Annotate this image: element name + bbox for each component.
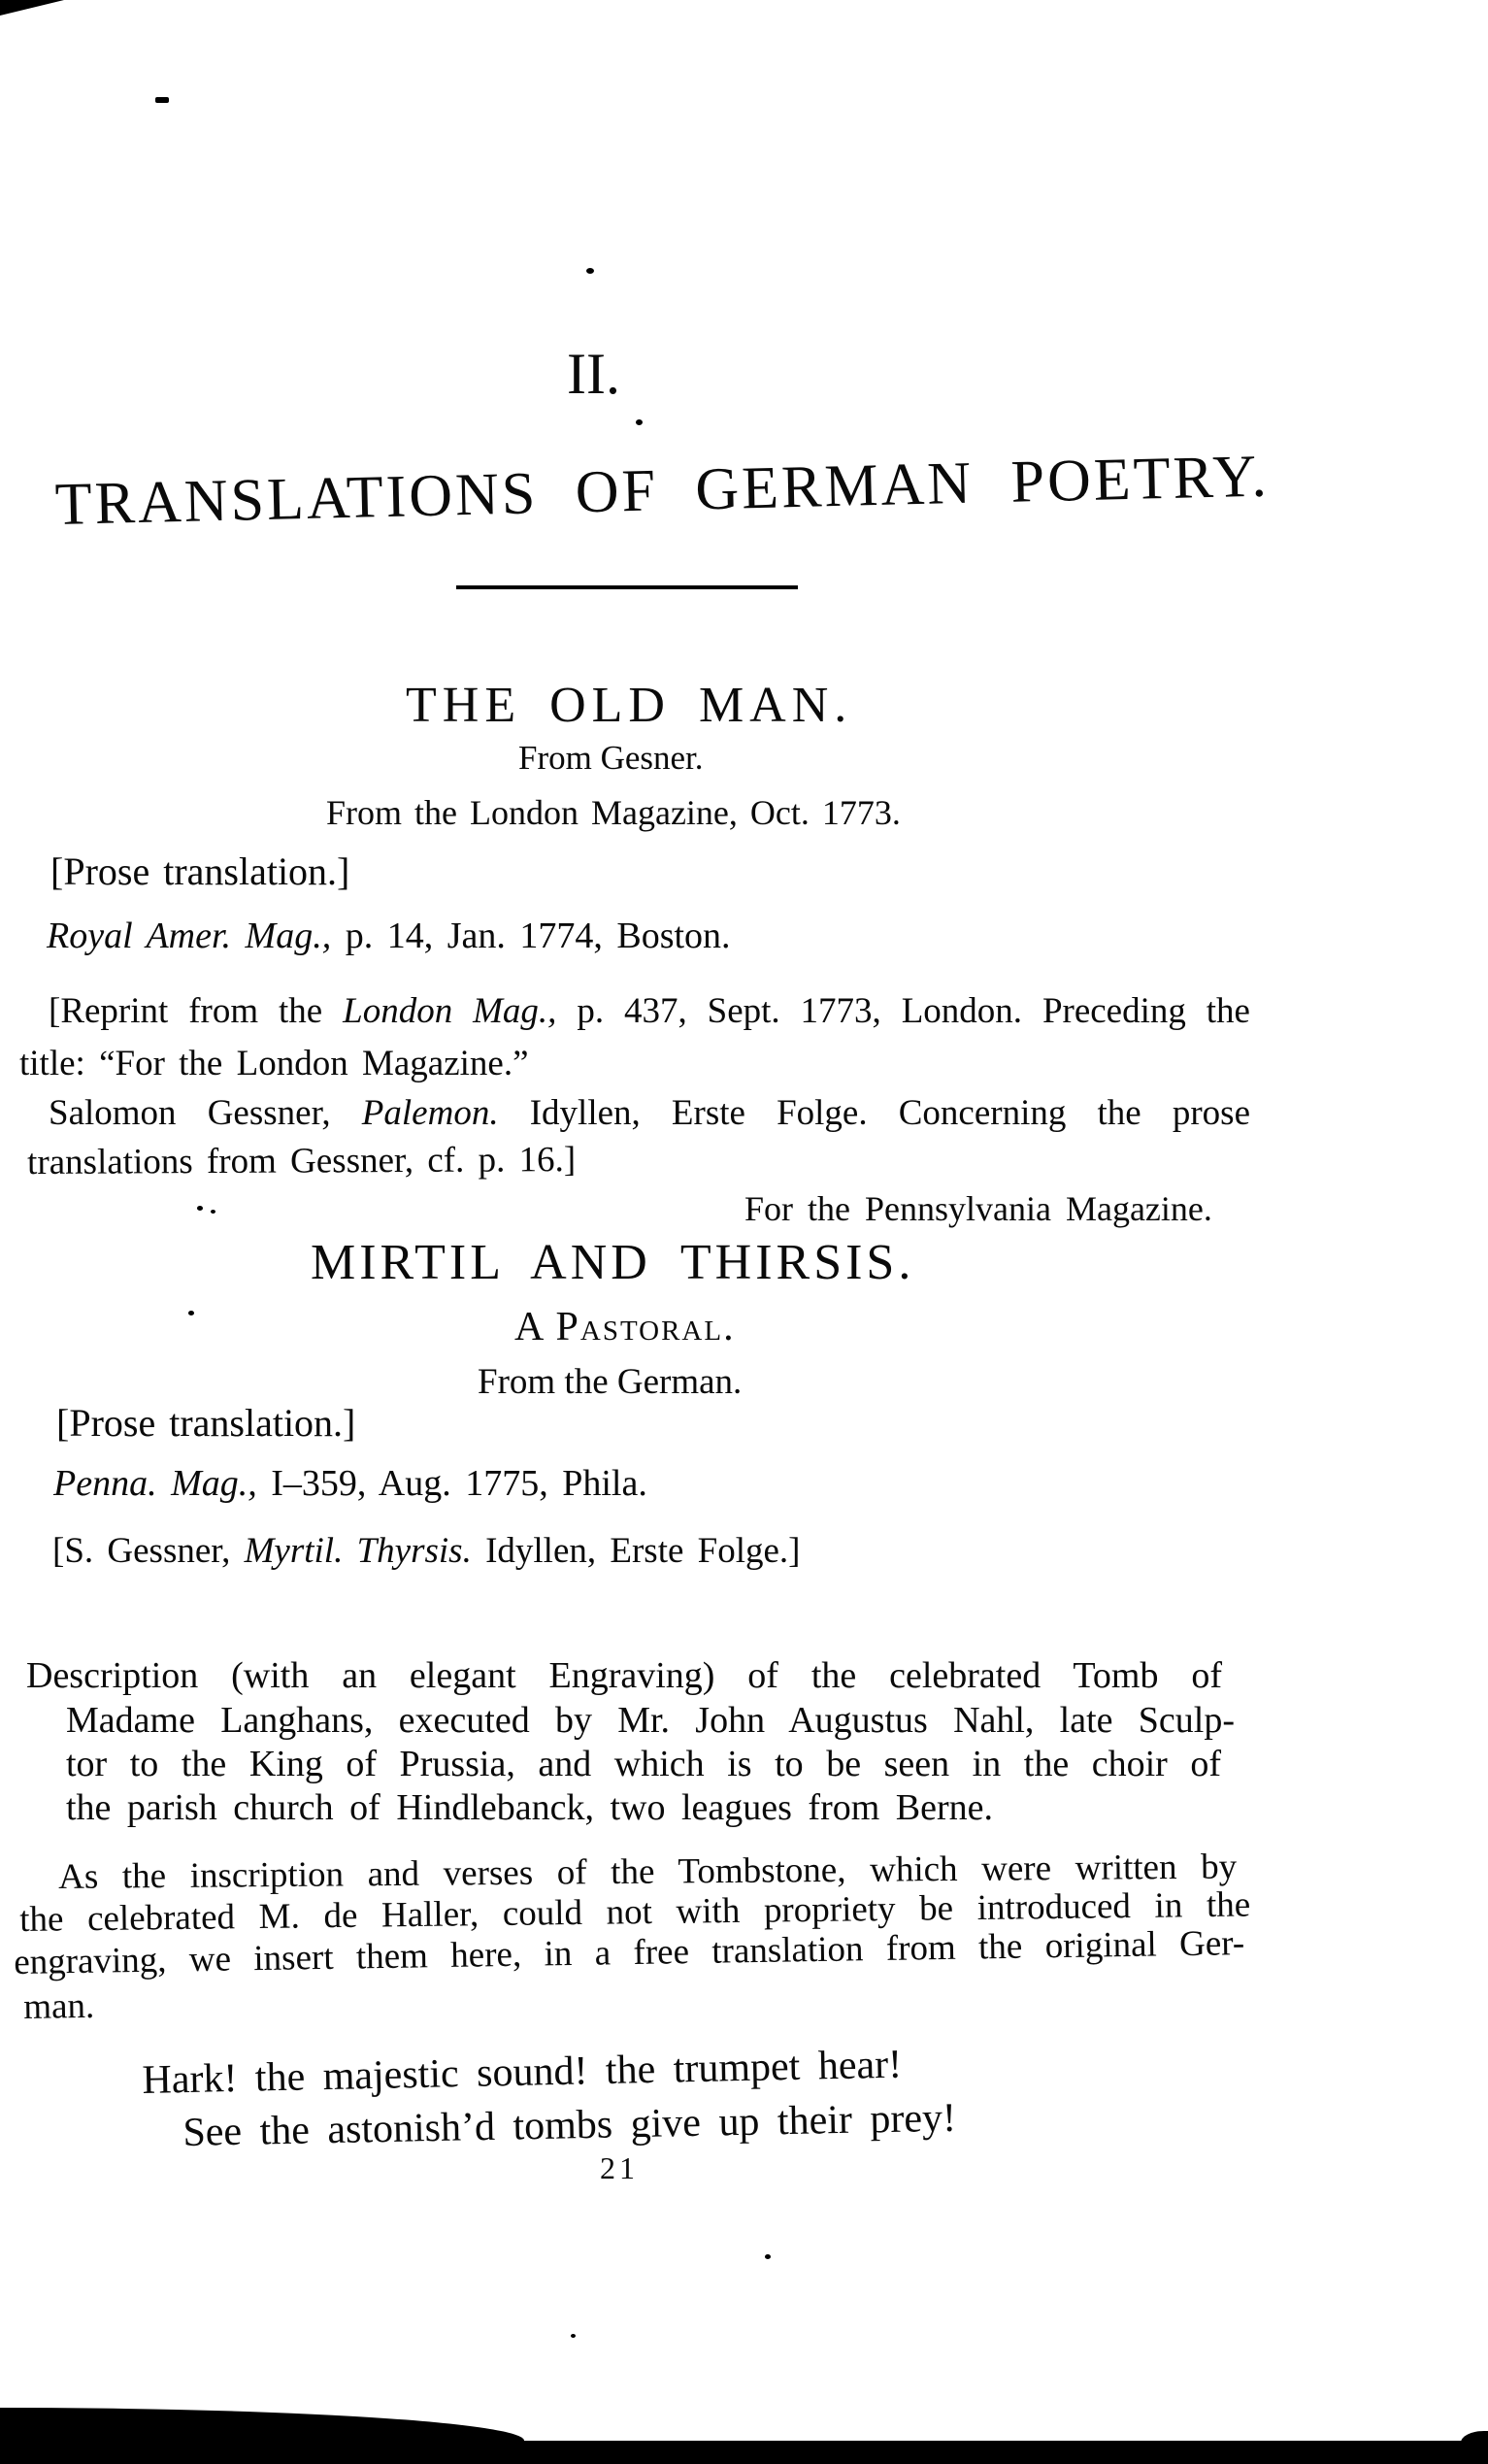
reprint-text: Salomon Gessner,: [49, 1093, 362, 1133]
inscription-paragraph-line: engraving, we insert them here, in a free translation from the original Ger-: [13, 1923, 1245, 1982]
poem-source-line: From the German.: [478, 1362, 743, 1402]
poem-source-line: From Gesner.: [518, 739, 704, 777]
poem-title-old-man: THE OLD MAN.: [406, 678, 853, 733]
reprint-text: [Reprint from the: [49, 991, 344, 1031]
inscription-paragraph-line: man.: [22, 1985, 95, 2027]
prose-translation-note: [Prose translation.]: [50, 849, 350, 893]
section-number: II.: [567, 342, 620, 406]
scan-speck: [636, 419, 643, 425]
inscription-paragraph-line: the celebrated M. de Haller, could not with propriety be introduced in the: [18, 1884, 1251, 1940]
reprint-note-line: [49, 1094, 1250, 1134]
citation-details: p. 14, Jan. 1774, Boston.: [331, 916, 731, 956]
citation-line: [53, 1464, 647, 1505]
section-title: TRANSLATIONS OF GERMAN POETRY.: [54, 443, 1271, 538]
scan-speck: [197, 1206, 203, 1211]
scan-corner-artifact: [0, 0, 64, 16]
reprint-journal: London Mag.,: [343, 991, 557, 1031]
reprint-work: Palemon.: [361, 1093, 499, 1133]
reprint-note-line: title: “For the London Magazine.”: [19, 1044, 529, 1083]
prose-translation-note: [Prose translation.]: [56, 1401, 356, 1445]
inscription-paragraph-line: As the inscription and verses of the Tombstone, which were written by: [57, 1847, 1238, 1897]
horizontal-rule: [456, 585, 798, 589]
citation-line: [47, 916, 731, 957]
description-paragraph-line: the parish church of Hindlebanck, two leagues from Berne.: [66, 1787, 994, 1828]
note-text: Idyllen, Erste Folge.]: [471, 1531, 801, 1571]
magazine-credit: For the Pennsylvania Magazine.: [744, 1189, 1212, 1228]
description-paragraph-line: Description (with an elegant Engraving) of the celebrated Tomb of: [26, 1655, 1222, 1696]
scan-speck: [571, 2334, 576, 2338]
scan-speck: [586, 268, 594, 274]
reprint-text: Idyllen, Erste Folge. Concerning the prose: [498, 1093, 1250, 1133]
citation-details: I–359, Aug. 1775, Phila.: [256, 1463, 647, 1504]
poem-source-line: From the London Magazine, Oct. 1773.: [326, 793, 901, 832]
scan-shadow-bottom-right: [1461, 2431, 1488, 2464]
description-paragraph-line: tor to the King of Prussia, and which is to be seen in the choir of: [66, 1744, 1221, 1784]
citation-journal: Royal Amer. Mag.,: [47, 916, 332, 956]
scan-speck: [155, 97, 169, 103]
verse-line: Hark! the majestic sound! the trumpet hear!: [142, 2042, 903, 2103]
poem-subtitle: A Pastoral.: [514, 1305, 736, 1349]
page-number: 21: [600, 2150, 639, 2185]
verse-line: See the astonish’d tombs give up their prey!: [182, 2095, 957, 2155]
scan-shadow-bottom-bar: [0, 2441, 1488, 2464]
note-text: [S. Gessner,: [52, 1531, 245, 1571]
note-work: Myrtil. Thyrsis.: [244, 1531, 472, 1571]
scan-speck: [211, 1210, 215, 1214]
gessner-source-note: [52, 1532, 801, 1572]
reprint-note-line: [49, 992, 1250, 1032]
reprint-text: p. 437, Sept. 1773, London. Preceding the: [556, 991, 1250, 1031]
citation-journal: Penna. Mag.,: [53, 1463, 257, 1504]
reprint-note-line: translations from Gessner, cf. p. 16.]: [26, 1140, 577, 1182]
poem-title-mirtil: MIRTIL AND THIRSIS.: [311, 1235, 915, 1290]
scan-speck: [188, 1311, 194, 1315]
description-paragraph-line: Madame Langhans, executed by Mr. John Augustus Nahl, late Sculp-: [66, 1700, 1235, 1741]
scan-speck: [765, 2254, 771, 2259]
